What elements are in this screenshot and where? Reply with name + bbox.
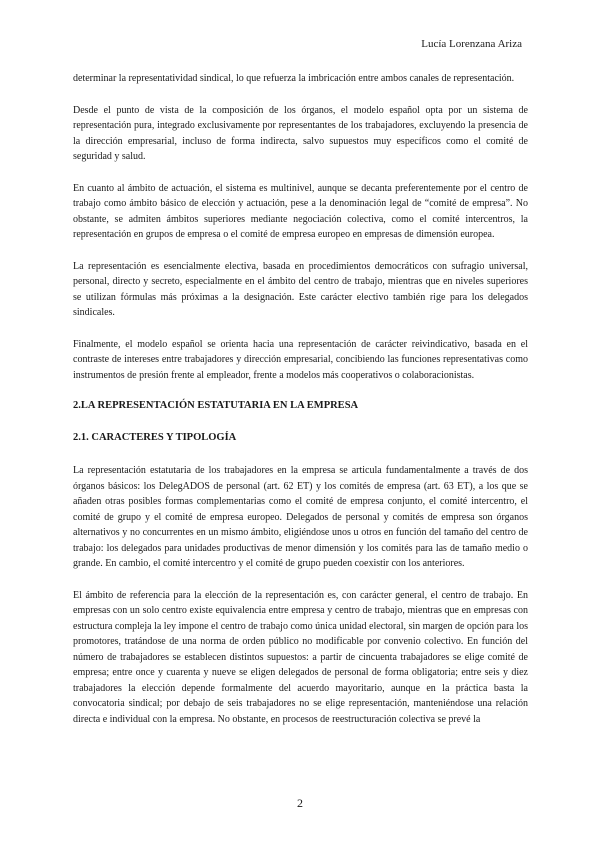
running-header: Lucía Lorenzana Ariza xyxy=(421,38,522,50)
paragraph-organs: La representación estatutaria de los trabajadores en la empresa se articula fundamentalmente a través de dos órganos básicos: los DelegADOS de personal (art. 62 ET) y los comités de empresa (art. 63 ET), a los que se añaden otras posibles formas complementarias como el comité de empresa conjunto, el comité intercentro, el comité de grupo y el comité de empresa europeo. Delegados de personal y comités de empresa son órganos alternativos y no concurrentes en un mismo ámbito, eligiéndose unos u otros en función del tamaño del centro de trabajo: los delegados para unidades productivas de menor dimensión y los comités para las de tamaño medio o grande. En cambio, el comité intercentro y el comité de grupo pueden coexistir con los anteriores. xyxy=(73,465,528,569)
paragraph-electoral-scope: El ámbito de referencia para la elección de la representación es, con carácter general, el centro de trabajo. En empresas con un solo centro existe equivalencia entre empresa y centro de trabajo, mientras que en empresas con estructura compleja la ley impone el centro de trabajo como única unidad electoral, sin margen de opción para los promotores, tratándose de una norma de orden público no modificable por convenio colectivo. En función del número de trabajadores se establecen distintos supuestos: a partir de cincuenta trabajadores se elige comité de empresa; entre once y cuarenta y nueve se eligen delegados de personal de forma obligatoria; entre seis y diez trabajadores la elección depende formalmente del acuerdo mayoritario, aunque en la práctica basta la convocatoria sindical; por debajo de seis trabajadores no se elige representación, manteniéndose una relación directa e individual con la empresa. No obstante, en procesos de reestructuración colectiva se prevé la xyxy=(73,589,528,725)
subsection-heading: 2.1. CARACTERES Y TIPOLOGÍA xyxy=(73,432,237,443)
paragraph-composition: Desde el punto de vista de la composición de los órganos, el modelo español opta por un sistema de representación pura, integrado exclusivamente por representantes de los trabajadores, excluyendo la presencia de la dirección empresarial, incluso de forma indirecta, salvo supuestos muy específicos como el comité de seguridad y salud. xyxy=(73,104,528,162)
paragraph-scope: En cuanto al ámbito de actuación, el sistema es multinivel, aunque se decanta preferentemente por el centro de trabajo como ámbito básico de elección y actuación, pese a la denominación legal de “comité de empresa”. No obstante, se admiten ámbitos superiores mediante negociación colectiva, como el comité intercentros, la representación en grupos de empresa o el comité de empresa europeo en empresas de dimensión europea. xyxy=(73,182,528,240)
paragraph-continuation: determinar la representatividad sindical, lo que refuerza la imbricación entre ambos canales de representación. xyxy=(73,73,515,84)
paragraph-vindicative: Finalmente, el modelo español se orienta hacia una representación de carácter reivindicativo, basada en el contraste de intereses entre trabajadores y dirección empresarial, concibiendo las funciones representativas como instrumentos de presión frente al empleador, frente a modelos más cooperativos o colaboracionistas. xyxy=(73,338,528,381)
section-heading: 2.LA REPRESENTACIÓN ESTATUTARIA EN LA EMPRESA xyxy=(73,400,359,411)
page-number: 2 xyxy=(297,796,303,810)
page-content xyxy=(73,71,528,743)
paragraph-electoral: La representación es esencialmente electiva, basada en procedimientos democráticos con sufragio universal, personal, directo y secreto, especialmente en el ámbito del centro de trabajo, mientras que en niveles superiores se utilizan fórmulas más próximas a la designación. Este carácter electivo también rige para los delegados sindicales. xyxy=(73,260,528,318)
